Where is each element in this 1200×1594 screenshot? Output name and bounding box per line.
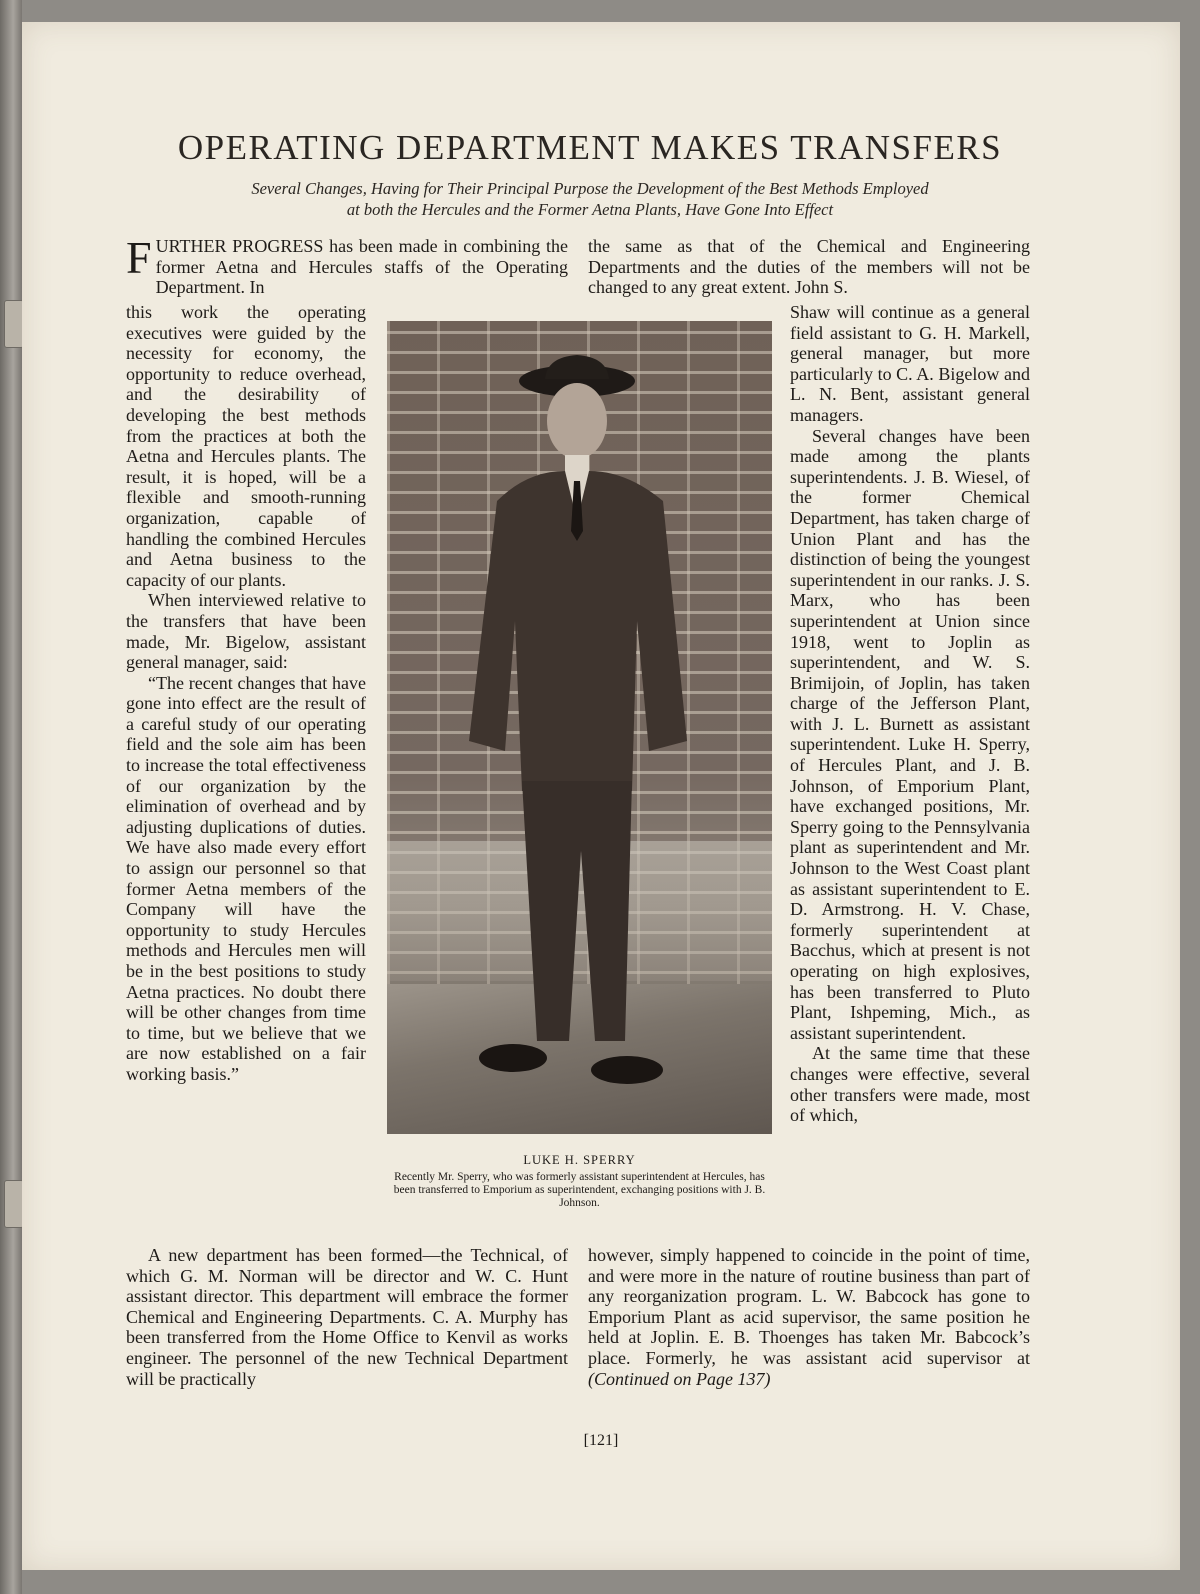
col2-bottom (588, 1245, 1030, 1389)
article-subtitle (140, 178, 1040, 220)
book-binding (0, 0, 22, 1594)
subtitle-line: Several Changes, Having for Their Principal Purpose the Development of the Best Methods Employed (251, 179, 929, 198)
paragraph: Several changes have been made among the plants superintendents. J. B. Wiesel, of the former Chemical Department, has taken charge of Union Plant and has the distinction of being the youngest superintendent in our ranks. J. S. Marx, who has been superintendent at Union since 1918, went to Joplin as superintendent, and W. S. Brimijoin, of Joplin, has taken charge of the Jefferson Plant, with J. L. Burnett as assistant superintendent. Luke H. Sperry, of Hercules Plant, and J. B. Johnson, of Emporium Plant, have exchanged positions, Mr. Sperry going to the Pennsylvania plant as superintendent and Mr. Johnson to the West Coast plant as assistant superintendent to E. D. Armstrong. H. V. Chase, formerly superintendent at Bacchus, which at present is not operating on high explosives, has been transferred to Pluto Plant, Ishpeming, Mich., as assistant superintendent. (790, 425, 1030, 1043)
photo-caption-name: LUKE H. SPERRY (523, 1153, 636, 1167)
drop-cap: F (126, 232, 152, 283)
subtitle-line: at both the Hercules and the Former Aetna Plants, Have Gone Into Effect (346, 200, 834, 219)
col2-bottom-text: however, simply happened to coincide in the point of time, and were more in the nature of routine business than part of any reorganization program. L. W. Babcock has gone to Emporium Plant as acid supervisor, the same position he held at Joplin. E. B. Thoenges has taken Mr. Babcock’s place. Formerly, he was assistant acid supervisor at (588, 1245, 1030, 1368)
col1-bottom: A new department has been formed—the Technical, of which G. M. Norman will be director and W. C. Hunt assistant director. This department will embrace the former Chemical and Engineering Departments. C. A. Murphy has been transferred from the Home Office to Kenvil as works engineer. The personnel of the new Technical Department will be practically (126, 1245, 568, 1389)
article-title: OPERATING DEPARTMENT MAKES TRANSFERS (177, 128, 1003, 167)
paragraph: At the same time that these changes were effective, several other transfers were made, most of which, (790, 1043, 1030, 1126)
staple (4, 1180, 24, 1228)
col1-top (126, 232, 568, 298)
paragraph: Shaw will continue as a general field assistant to G. H. Markell, general manager, but more particularly to C. A. Bigelow and L. N. Bent, assistant general managers. (790, 302, 1030, 425)
staple (4, 300, 24, 348)
portrait-photo (387, 321, 772, 1134)
paragraph: this work the operating executives were guided by the necessity for economy, the opportunity to reduce overhead, and the desirability of developing the best methods from the practices at both the Aetna and Hercules plants. The result, it is hoped, will be a flexible and smooth-running organization, capable of handling the combined Hercules and Aetna business to the capacity of our plants. (126, 302, 366, 590)
man-silhouette (387, 321, 772, 1134)
col1-top-text: URTHER PROGRESS has been made in combining the former Aetna and Hercules staffs of the Operating Department. In (155, 236, 568, 298)
col1-narrow (126, 302, 366, 1085)
paragraph: “The recent changes that have gone into effect are the result of a careful study of our operating field and the sole aim has been to increase the total effectiveness of our organization by the elimination of overhead and by adjusting duplications of duties. We have also made every effort to assign our personnel so that former Aetna members of the Company will have the opportunity to study Hercules methods and Hercules men will be in the best positions to study Aetna practices. No doubt there will be other changes from time to time, but we believe that we are now established on a fair working basis.” (126, 672, 366, 1084)
col2-top: the same as that of the Chemical and Engineering Departments and the duties of the members will not be changed to any great extent. John S. (588, 236, 1030, 298)
col2-narrow (790, 302, 1030, 1126)
paragraph: When interviewed relative to the transfers that have been made, Mr. Bigelow, assistant general manager, said: (126, 590, 366, 673)
photo-caption-text: Recently Mr. Sperry, who was formerly assistant superintendent at Hercules, has been transferred to Emporium as superintendent, exchanging positions with J. B. Johnson. (393, 1171, 766, 1209)
page-number: [121] (583, 1432, 619, 1449)
continued-note: (Continued on Page 137) (588, 1368, 771, 1389)
